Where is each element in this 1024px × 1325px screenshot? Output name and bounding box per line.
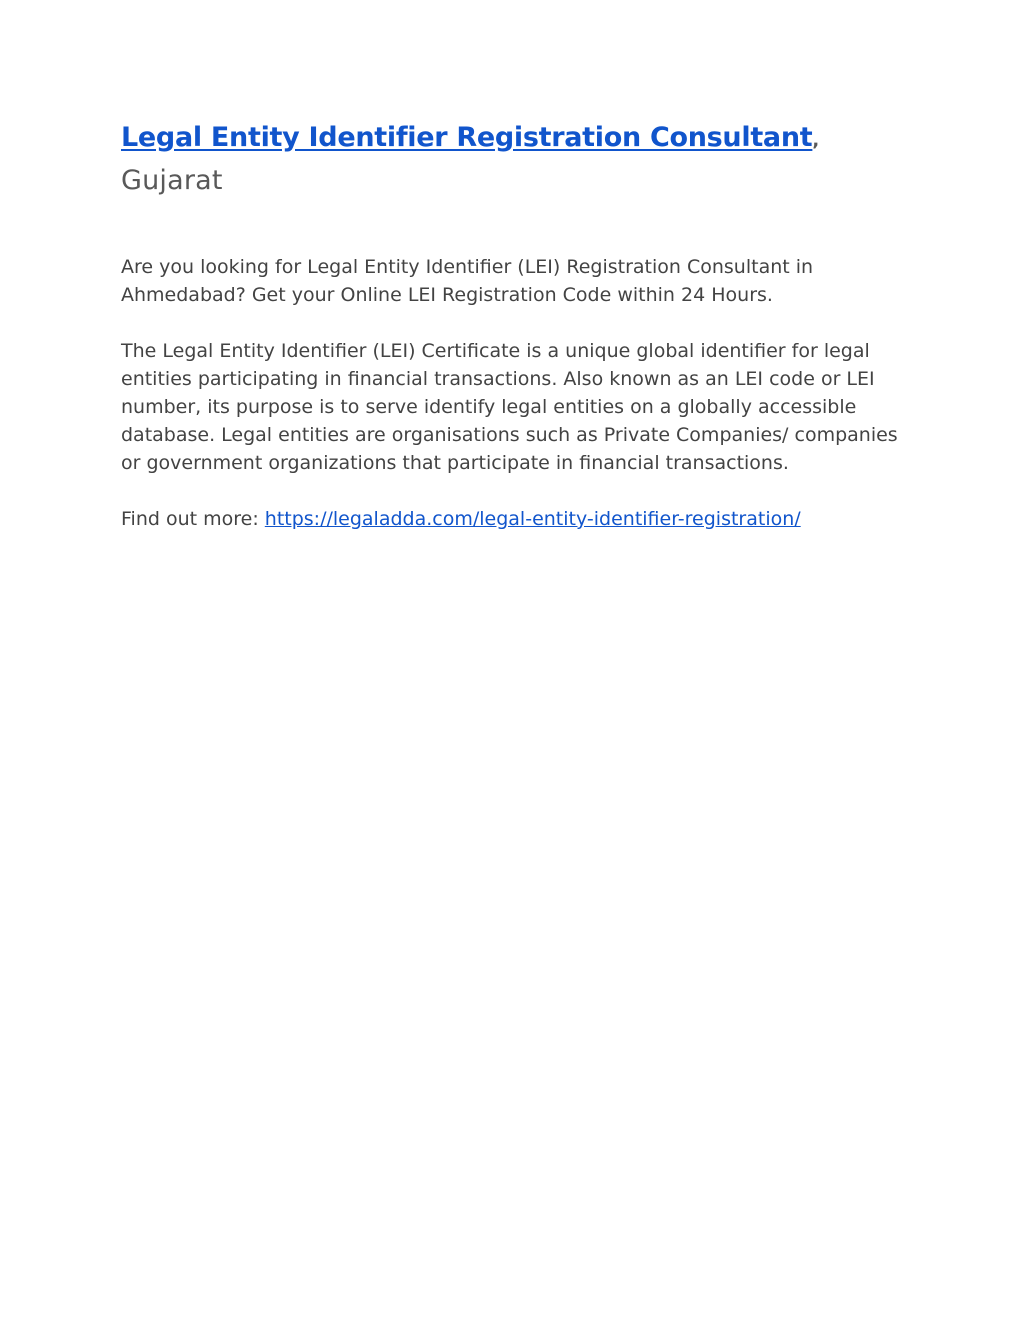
find-out-more-link[interactable]: https://legaladda.com/legal-entity-identifier-registration/	[264, 508, 801, 530]
description-paragraph: The Legal Entity Identifier (LEI) Certificate is a unique global identifier for legal entities participating in financial transactions. Also known as an LEI code or LEI number, its purpose is to serve identify legal entities on a globally accessible database. Legal entities are organisations such as Private Companies/ companies or government organizations that participate in financial transactions.	[121, 340, 898, 474]
title-comma: ,	[812, 130, 820, 151]
page-title	[121, 118, 911, 161]
document-page	[121, 118, 911, 533]
page-subtitle: Gujarat	[121, 165, 223, 196]
title-link[interactable]: Legal Entity Identifier Registration Consultant	[121, 122, 813, 153]
find-out-more-label: Find out more:	[121, 508, 265, 530]
find-out-more-paragraph	[121, 505, 911, 533]
intro-paragraph: Are you looking for Legal Entity Identifier (LEI) Registration Consultant in Ahmedabad? Get your Online LEI Registration Code within 24 Hours.	[121, 256, 814, 306]
